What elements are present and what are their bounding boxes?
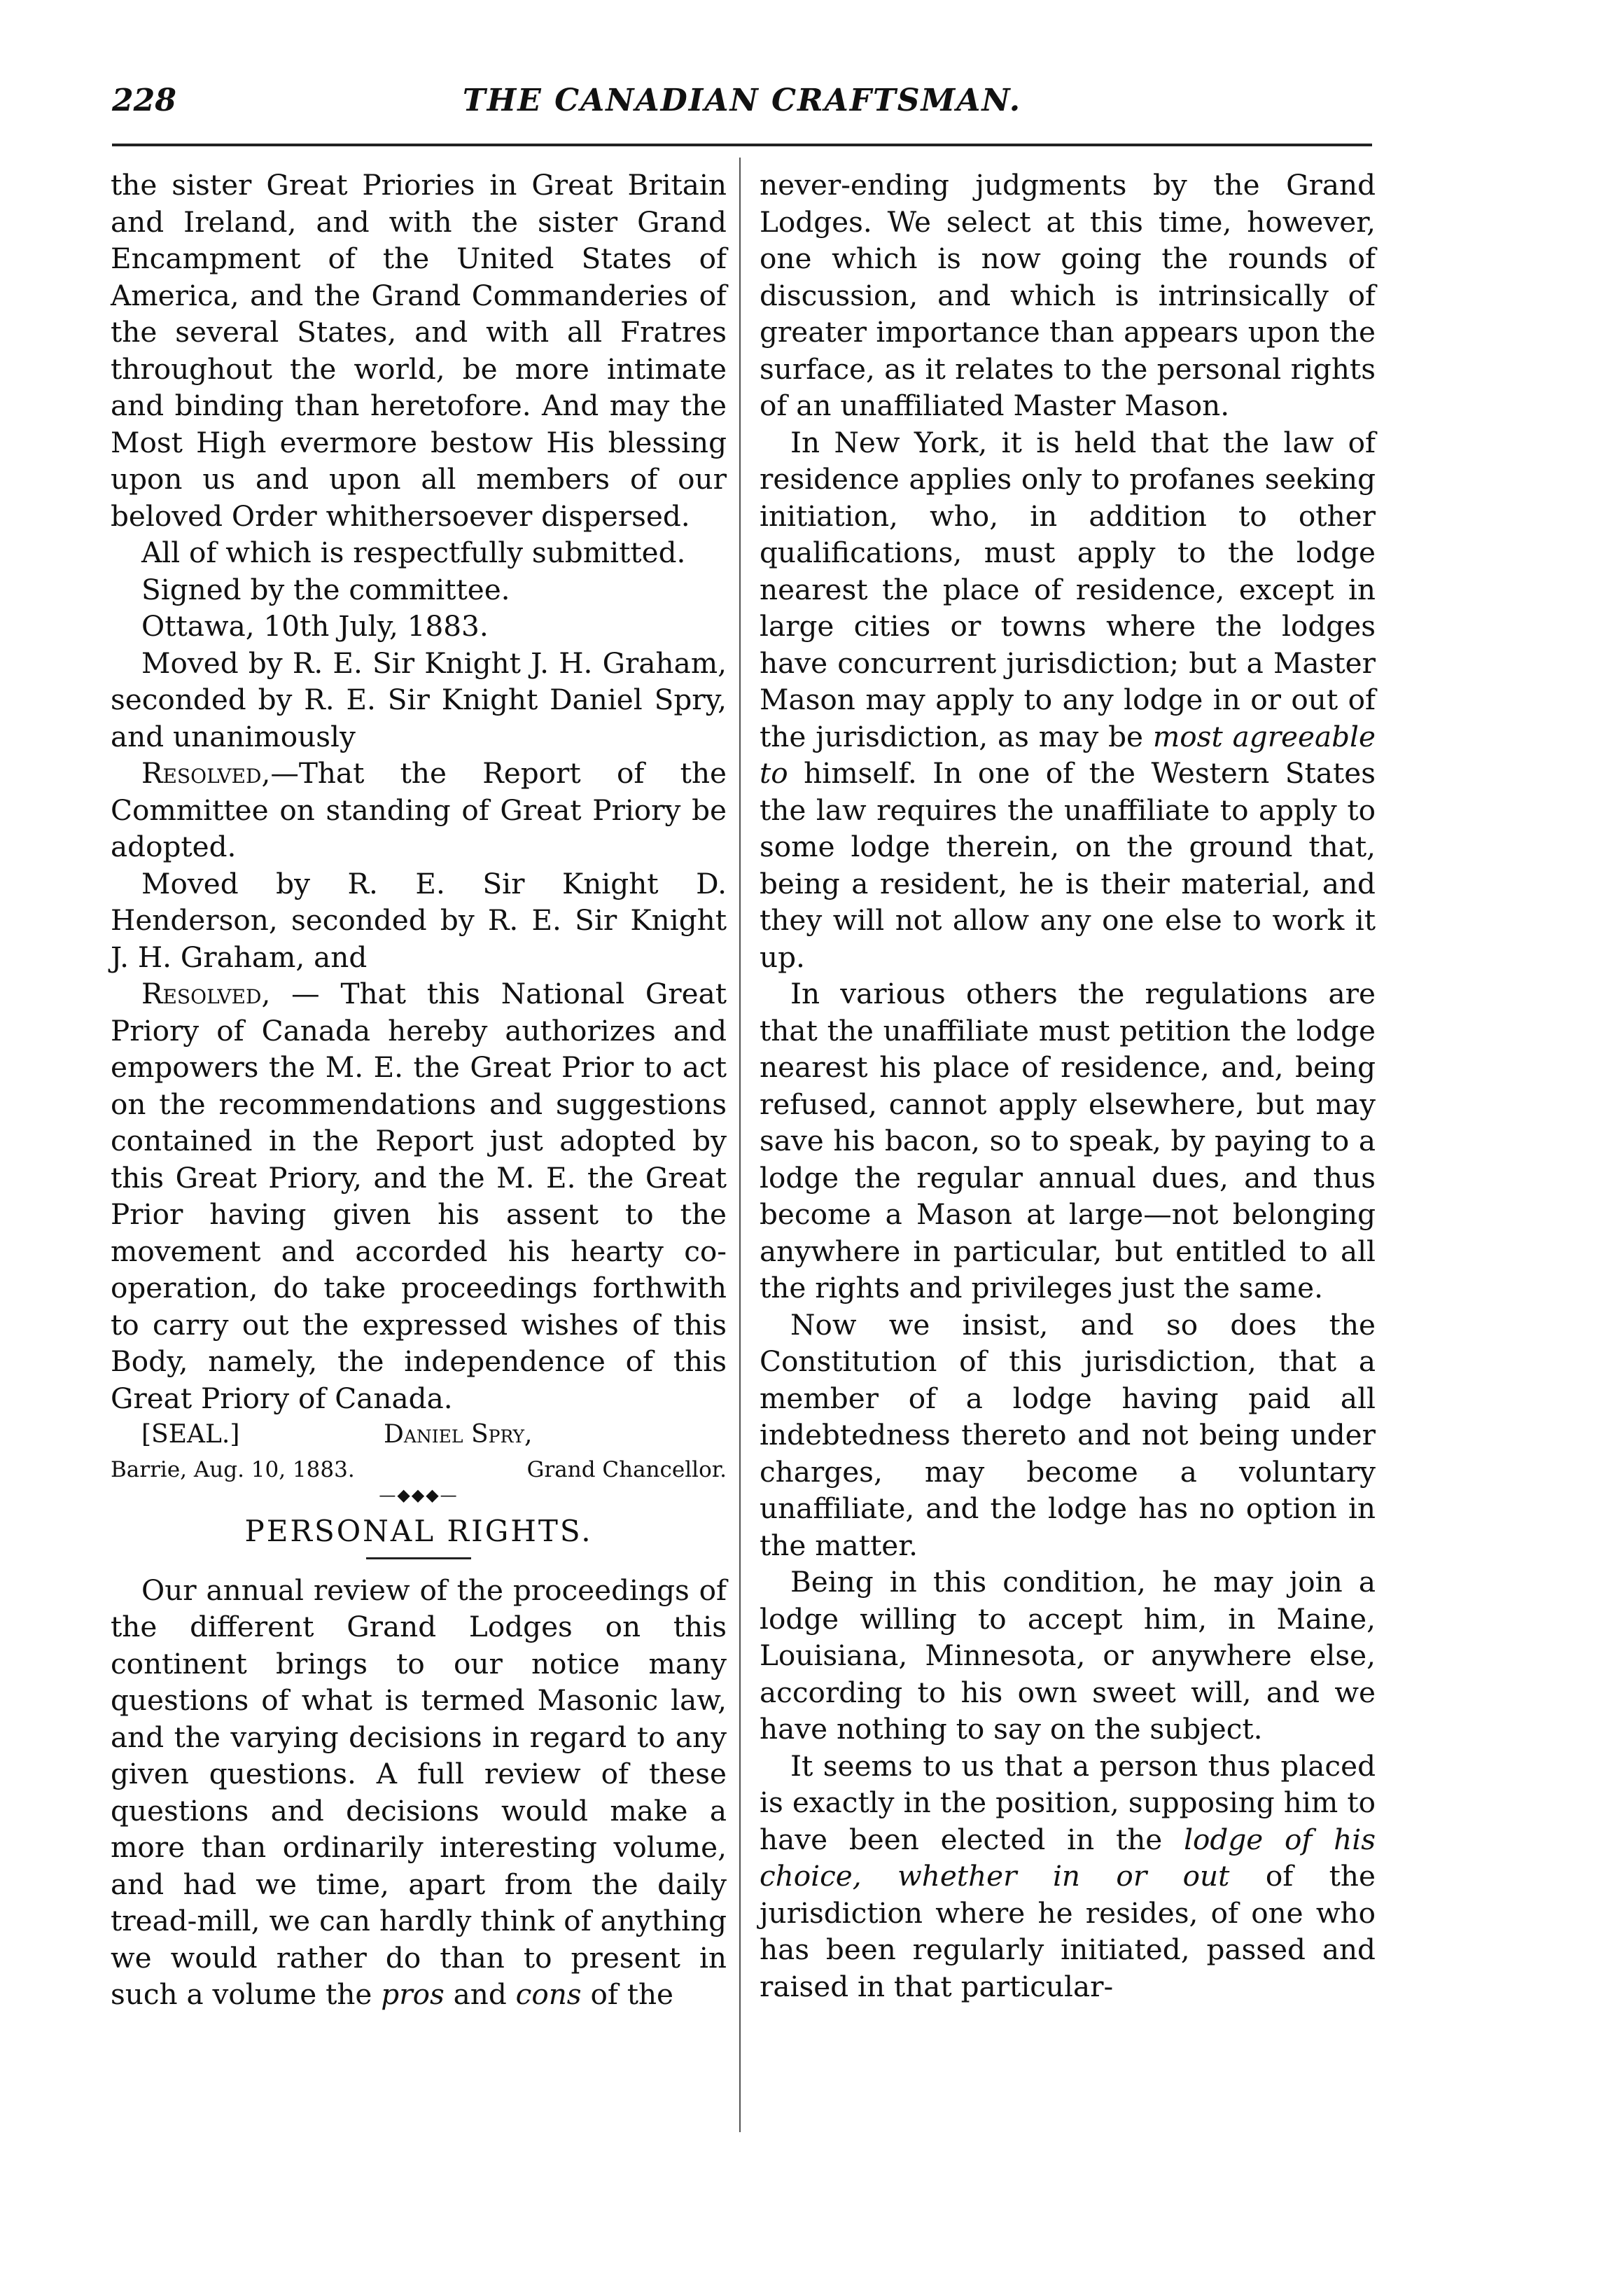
place-date: Barrie, Aug. 10, 1883. (111, 1457, 355, 1482)
paragraph-text: and (444, 1977, 516, 2011)
resolution-paragraph-1 (111, 755, 727, 865)
italic-word: pros (381, 1977, 445, 2011)
resolution-text: — That this National Great Priory of Canada hereby authorizes and empowers the M. E. the Great Prior to act on the recommendations and suggestions contained in the Report just adopted by this Great Priory, and the M. E. the Great Prior having given his assent to the movement and accorded his hearty co-operation, do take proceedings forthwith to carry out the expressed wishes of this Body, namely, the independence of this Great Priory of Canada. (111, 977, 727, 1415)
paragraph-text: In New York, it is held that the law of residence applies only to profanes seeking initiation, who, in addition to other qualifications, must apply to the lodge nearest the place of residence, except in large cities or towns where the lodges have concurrent jurisdiction; but a Master Mason may apply to any lodge in or out of the jurisdiction, as may be (760, 425, 1376, 753)
seal-label: [SEAL.] (141, 1420, 240, 1449)
we-insist-paragraph: Now we insist, and so does the Constitution of this jurisdiction, that a member of a lodge having paid all indebtedness thereto and not being under charges, may become a voluntary unaffiliate, and the lodge has no option in the matter. (760, 1307, 1376, 1562)
seems-to-us-paragraph (760, 1748, 1376, 2005)
paragraph-text: of the jurisdiction where he resides, of one who has been regularly initiated, passed and raised in that particular- (760, 1859, 1376, 2003)
condition-paragraph: Being in this condition, he may join a lodge willing to accept him, in Maine, Louisiana, Minnesota, or anywhere else, according to his own sweet will, and we have nothing to say on the subject. (760, 1565, 1376, 1746)
seal-signature-line (111, 1417, 727, 1452)
heading-rule (366, 1557, 471, 1559)
resolved-label: Resolved, (141, 756, 271, 790)
signed-line: Signed by the committee. (141, 572, 510, 606)
continued-paragraph: never-ending judgments by the Grand Lodges. We select at this time, however, one which is now going the rounds of discussion, and which is intrinsically of greater importance than appears upon the surface, as it relates to the personal rights of an unaffiliated Master Mason. (760, 168, 1376, 422)
place-date-line (111, 1452, 727, 1482)
header-rule (112, 144, 1372, 146)
column-divider (739, 158, 741, 2132)
italic-phrase: most agreeable to (760, 719, 1376, 790)
submitted-line: All of which is respectfully submitted. (141, 536, 686, 569)
resolved-label: Resolved, (141, 977, 271, 1010)
paragraph-text: It seems to us that a person thus placed is exactly in the position, supposing him to have been elected in the (760, 1748, 1376, 1856)
running-title: THE CANADIAN CRAFTSMAN. (462, 83, 1022, 118)
section-heading: PERSONAL RIGHTS. (244, 1514, 593, 1548)
signer-name: Daniel Spry, (384, 1420, 533, 1449)
motion-paragraph-2: Moved by R. E. Sir Knight D. Henderson, seconded by R. E. Sir Knight J. H. Graham, and (111, 866, 727, 974)
paragraph-text: of the (581, 1977, 674, 2011)
ornament-divider: —◆◆◆— (379, 1485, 459, 1505)
page-header (112, 83, 1372, 132)
left-column (111, 167, 727, 2013)
closing-paragraph: the sister Great Priories in Great Britain and Ireland, and with the sister Grand Encampment of the United States of America, and the Grand Commanderies of the several States, and with all Fratres throughout the world, be more intimate and binding than heretofore. And may the Most High evermore bestow His blessing upon us and upon all members of our beloved Order whithersoever dispersed. (111, 168, 727, 533)
new-york-paragraph (760, 424, 1376, 976)
signer-title: Grand Chancellor. (526, 1457, 727, 1482)
paragraph-text: Our annual review of the proceedings of the different Grand Lodges on this continent brings to our notice many questions of what is termed Masonic law, and the varying decisions in regard to any given questions. A full review of these questions and decisions would make a more than ordinarily interesting volume, and had we time, apart from the daily tread-mill, we can hardly think of anything we would rather do than to present in such a volume the (111, 1573, 727, 2011)
paragraph-text: himself. In one of the Western States the law requires the unaffiliate to apply to some lodge therein, on the ground that, being a resident, he is their material, and they will not allow any one else to work it up. (760, 756, 1376, 974)
personal-rights-paragraph-1 (111, 1572, 727, 2013)
italic-phrase: lodge of his choice, whether in or out (760, 1822, 1376, 1893)
resolution-paragraph-2 (111, 975, 727, 1417)
italic-word: cons (515, 1977, 582, 2011)
various-others-paragraph: In various others the regulations are that the unaffiliate must petition the lodge nearest his place of residence, and, being refused, cannot apply elsewhere, but may save his bacon, so to speak, by paying to a lodge the regular annual dues, and thus become a Mason at large—not belonging anywhere in particular, but entitled to all the rights and privileges just the same. (760, 977, 1376, 1304)
resolution-text: —That the Report of the Committee on standing of Great Priory be adopted. (111, 756, 727, 863)
right-column (760, 167, 1376, 2005)
dated-line: Ottawa, 10th July, 1883. (141, 609, 489, 643)
motion-paragraph-1: Moved by R. E. Sir Knight J. H. Graham, seconded by R. E. Sir Knight Daniel Spry, and unanimously (111, 646, 727, 753)
page-number: 228 (112, 83, 176, 118)
